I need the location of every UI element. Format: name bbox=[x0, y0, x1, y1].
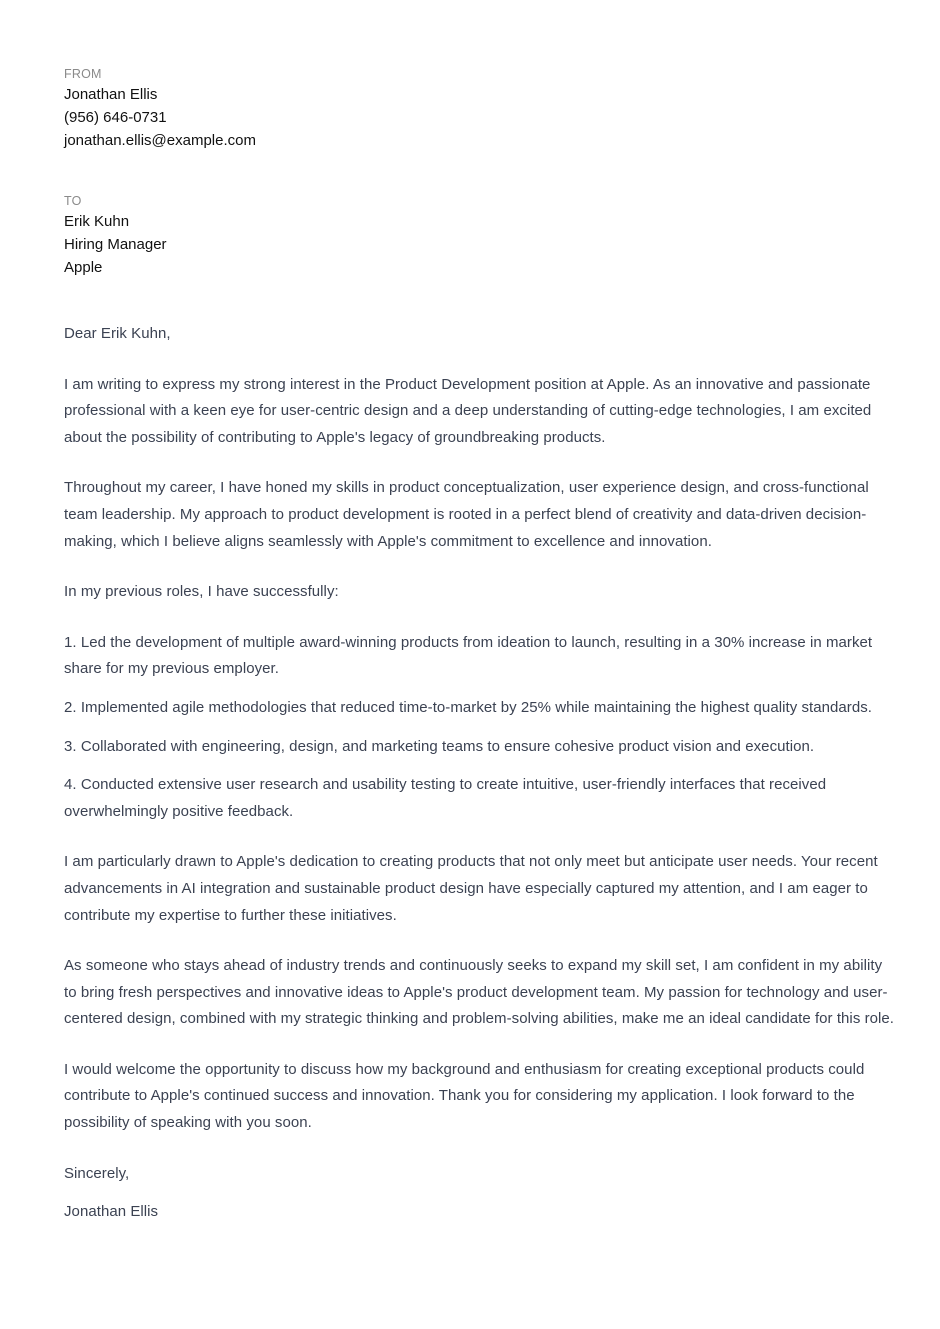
closing: Sincerely, bbox=[64, 1164, 130, 1182]
recipient-block bbox=[64, 193, 896, 279]
recipient-name: Erik Kuhn bbox=[64, 213, 130, 230]
letter-body bbox=[64, 321, 896, 1226]
paragraph-qualifications: As someone who stays ahead of industry trends and continuously seeks to expand my skill set, I am confident in my ability to bring fresh perspectives and innovative ideas to Apple's product development team. My passion for technology and user-centered design, combined with my strategic thinking and problem-solving abilities, make me an ideal candidate for this role. bbox=[64, 957, 895, 1028]
achievement-item: 4. Conducted extensive user research and usability testing to create intuitive, user-friendly interfaces that received overwhelmingly positive feedback. bbox=[64, 776, 827, 820]
paragraph-intro: I am writing to express my strong interest in the Product Development position at Apple. As an innovative and passionate professional with a keen eye for user-centric design and a deep understanding of cutting-edge technologies, I am excited about the possibility of contributing to Apple's legacy of groundbreaking products. bbox=[64, 375, 872, 446]
salutation: Dear Erik Kuhn, bbox=[64, 325, 171, 342]
paragraph-motivation: I am particularly drawn to Apple's dedication to creating products that not only meet but anticipate user needs. Your recent advancements in AI integration and sustainable product design have especially captured my attention, and I am eager to contribute my expertise to further these initiatives. bbox=[64, 853, 878, 924]
achievement-item: 3. Collaborated with engineering, design, and marketing teams to ensure cohesive product vision and execution. bbox=[64, 737, 815, 755]
sender-name: Jonathan Ellis bbox=[64, 86, 158, 103]
sender-block bbox=[64, 66, 896, 152]
achievement-item: 2. Implemented agile methodologies that reduced time-to-market by 25% while maintaining the highest quality standards. bbox=[64, 698, 873, 716]
to-label: TO bbox=[64, 194, 82, 208]
achievements-list bbox=[64, 630, 896, 826]
recipient-title: Hiring Manager bbox=[64, 236, 167, 253]
signature: Jonathan Ellis bbox=[64, 1203, 159, 1221]
paragraph-call-to-action: I would welcome the opportunity to discuss how my background and enthusiasm for creating exceptional products could contribute to Apple's continued success and innovation. Thank you for considering my application. I look forward to the possibility of speaking with you soon. bbox=[64, 1060, 865, 1132]
achievement-item: 1. Led the development of multiple award-winning products from ideation to launch, resulting in a 30% increase in market share for my previous employer. bbox=[64, 633, 873, 678]
sender-phone: (956) 646-0731 bbox=[64, 109, 167, 126]
achievements-intro: In my previous roles, I have successfully: bbox=[64, 583, 339, 601]
paragraph-career: Throughout my career, I have honed my skills in product conceptualization, user experience design, and cross-functional team leadership. My approach to product development is rooted in a perfect blend of creativity and data-driven decision-making, which I believe aligns seamlessly with Apple's commitment to excellence and innovation. bbox=[64, 479, 869, 550]
recipient-company: Apple bbox=[64, 259, 103, 276]
sender-email: jonathan.ellis@example.com bbox=[64, 132, 256, 149]
from-label: FROM bbox=[64, 67, 102, 81]
